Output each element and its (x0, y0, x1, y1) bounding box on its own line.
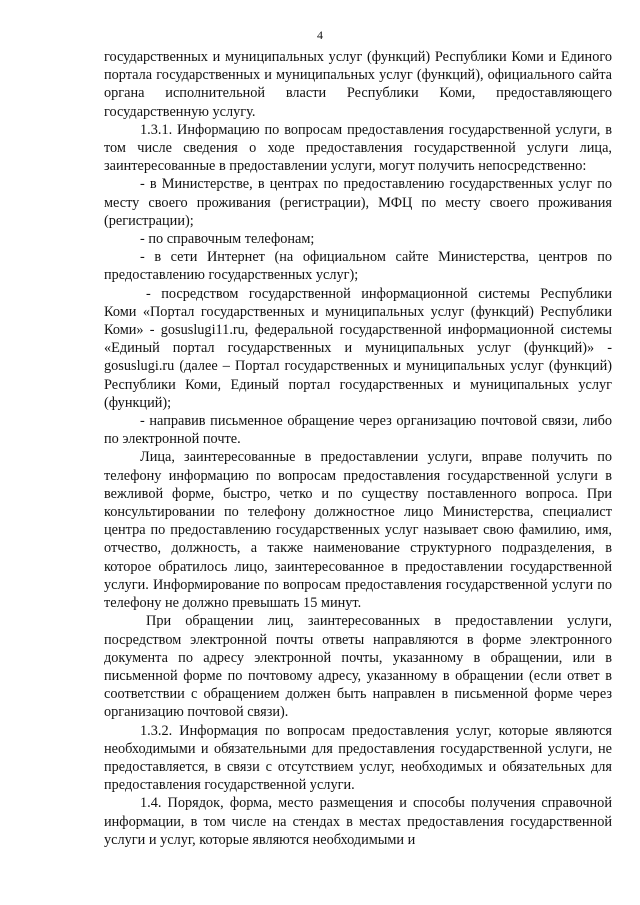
paragraph-phone-consultation: Лица, заинтересованные в предоставлении услуги, вправе получить по телефону информацию по вопросам предоставления государственной услуги в вежливой форме, быстро, четко и по существу поставленного вопроса. При консультировании по телефону должностное лицо Министерства, специалист центра по предоставлению государственных услуг называет свою фамилию, имя, отчество, должность, а также наименование структурного подразделения, в которое обратилось лицо, заинтересованное в предоставлении государственной услуги. Информирование по вопросам предоставления государственной услуги по телефону не должно превышать 15 минут. (104, 449, 612, 612)
paragraph-1-3-2: 1.3.2. Информация по вопросам предоставления услуг, которые являются необходимыми и обязательными для предоставления государственной услуги, не предоставляется, в связи с отсутствием услуг, необходимых и обязательных для предоставления государственной услуги. (104, 722, 612, 794)
list-item-portal: - посредством государственной информационной системы Республики Коми «Портал государственных и муниципальных услуг (функций) Республики Коми» - gosuslugi11.ru, федеральной государственной информационной системы «Единый портал государственных и муниципальных услуг (функций)» - gosuslugi.ru (далее – Портал государственных и муниципальных услуг (функций) Республики Коми, Единый портал государственных и муниципальных услуг (функций); (104, 285, 612, 411)
paragraph-continuation: государственных и муниципальных услуг (функций) Республики Коми и Единого портала государственных и муниципальных услуг (функций), официального сайта органа исполнительной власти Республики Коми, предоставляющего государственную услугу. (104, 49, 612, 120)
page-number: 4 (317, 28, 323, 42)
paragraph-1-4: 1.4. Порядок, форма, место размещения и способы получения справочной информации, в том числе на стендах в местах предоставления государственной услуги и услуг, которые являются необходимыми и (104, 795, 612, 848)
list-item-internet: - в сети Интернет (на официальном сайте Министерства, центров по предоставлению государственных услуг); (104, 249, 612, 284)
paragraph-1-3-1: 1.3.1. Информацию по вопросам предоставления государственной услуги, в том числе сведения о ходе предоставления государственной услуги лица, заинтересованные в предоставлении услуги, могут получить непосредственно: (104, 121, 612, 175)
document-body (104, 48, 612, 849)
list-item-ministry: - в Министерстве, в центрах по предоставлению государственных услуг по месту своего проживания (регистрации), МФЦ по месту своего проживания (регистрации); (104, 176, 612, 229)
list-item-letter: - направив письменное обращение через организацию почтовой связи, либо по электронной почте. (104, 413, 612, 448)
paragraph-email-consultation: При обращении лиц, заинтересованных в предоставлении услуги, посредством электронной почты ответы направляются в форме электронного документа по адресу электронной почты, указанному в обращении, или в письменной форме по почтовому адресу, указанному в обращении (если ответ в соответствии с обращением должен быть направлен в письменной форме через организацию почтовой связи). (104, 613, 612, 721)
list-item-phone: - по справочным телефонам; (140, 231, 315, 248)
